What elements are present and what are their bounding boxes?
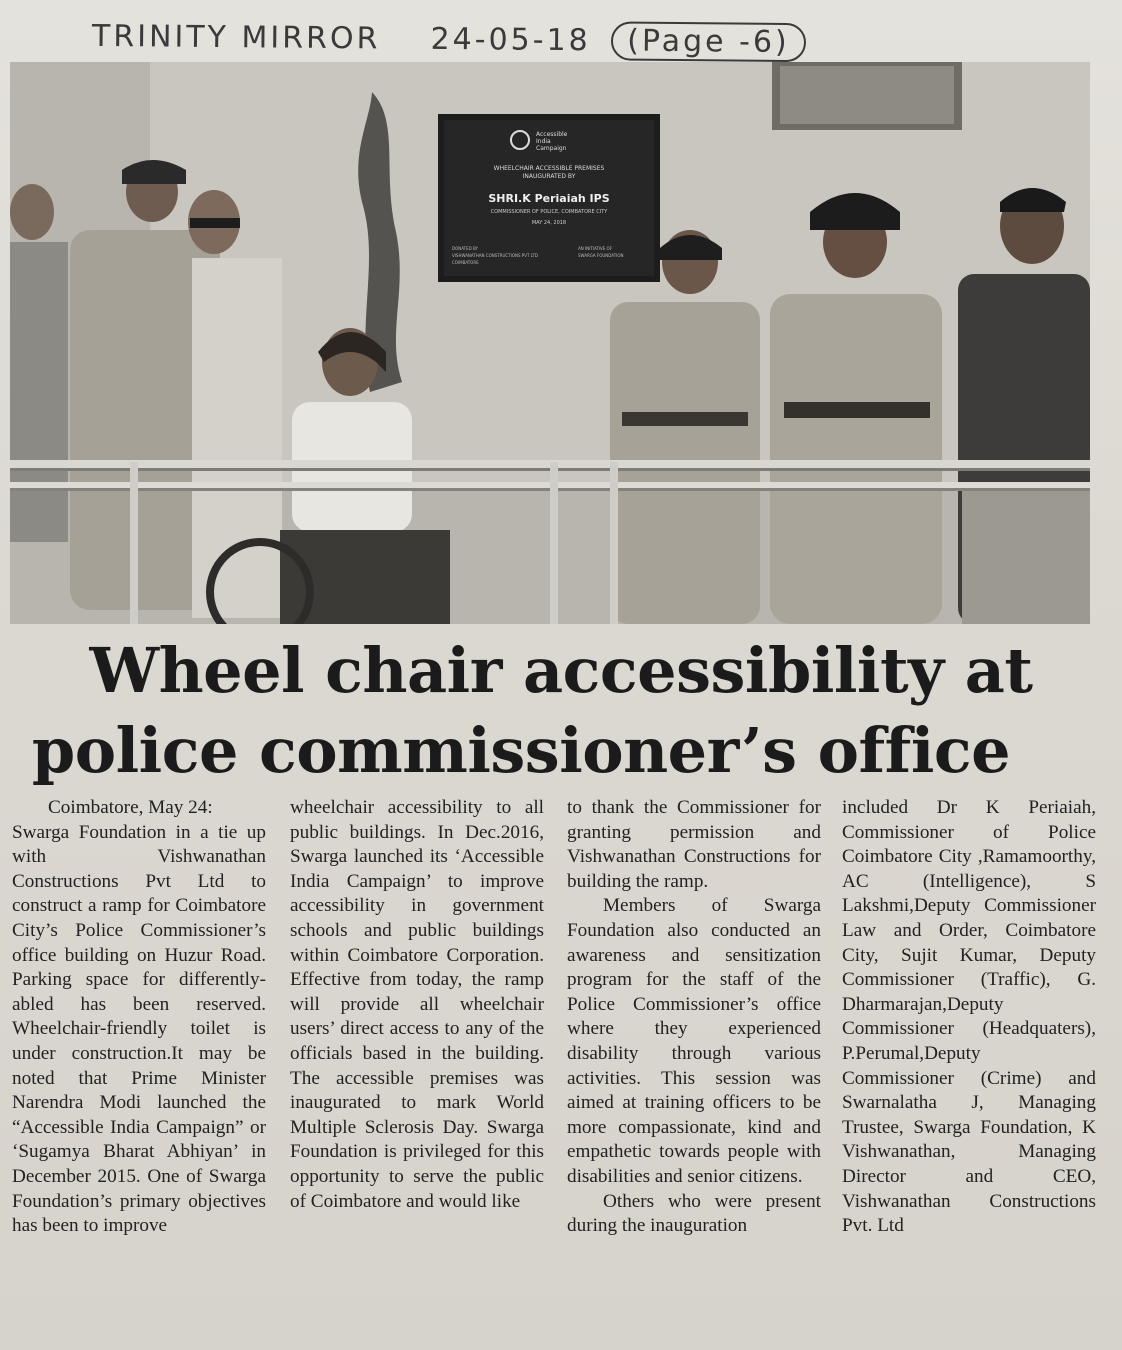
plaque-right-credit2: SWARGA FOUNDATION xyxy=(578,253,624,258)
plaque-date: MAY 24, 2018 xyxy=(531,220,567,226)
plaque-line1: WHEELCHAIR ACCESSIBLE PREMISES xyxy=(493,165,605,172)
column-3-paragraph-3: Others who were present during the inauguration xyxy=(567,1190,821,1237)
plaque-left-credit2: VISHWANATHAN CONSTRUCTIONS PVT LTD xyxy=(452,253,538,258)
column-2-text: wheelchair accessibility to all public buildings. In Dec.2016, Swarga launched its ‘Accessible India Campaign’ to improve accessibility in government schools and public buildings within Coimbatore Corporation. Effective from today, the ramp will provide all wheelchair users’ direct access to any of the officials based in the building. The accessible premises was inaugurated to mark World Multiple Sclerosis Day. Swarga Foundation is privileged for this opportunity to serve the public of Coimbatore and would like xyxy=(290,797,544,1212)
plaque-brand-line3: Campaign xyxy=(536,145,567,152)
article-column-4 xyxy=(842,796,1096,1346)
plaque-name: SHRI.K Periaiah IPS xyxy=(488,192,610,205)
dateline: Coimbatore, May 24: xyxy=(48,797,213,818)
article-column-3 xyxy=(567,796,821,1346)
column-3-paragraph-2: Members of Swarga Foundation also conducted an awareness and sensitization program for the staff of the Police Commissioner’s office where they experienced disability through various activities. This session was aimed at training officers to be more compassionate, kind and empathetic towards people with disabilities and senior citizens. xyxy=(567,895,821,1187)
handwritten-annotation xyxy=(92,19,806,60)
headline-line2: police commissioner’s office xyxy=(31,714,1011,787)
plaque-brand-line2: India xyxy=(536,138,551,145)
page-number-note: (Page -6) xyxy=(611,21,806,62)
plaque-brand-line1: Accessible xyxy=(536,131,568,138)
column-4-text: included Dr K Periaiah, Commissioner of Police Coimbatore City ,Ramamoorthy, AC (Intelligence), S Lakshmi,Deputy Commissioner Law and Order, Coimbatore City, Sujit Kumar, Deputy Commissioner (Traffic), G. Dharmarajan,Deputy Commissioner (Headquaters), P.Perumal,Deputy Commissioner (Crime) and Swarnalatha J, Managing Trustee, Swarga Foundation, K Vishwanathan, Managing Director and CEO, Vishwanathan Constructions Pvt. Ltd xyxy=(842,797,1096,1237)
plaque-line2: INAUGURATED BY xyxy=(522,173,576,180)
plaque-left-credit3: COIMBATORE xyxy=(452,260,479,265)
article-body xyxy=(12,796,1108,1346)
plaque-left-credit1: DONATED BY xyxy=(452,246,478,251)
article-column-2 xyxy=(290,796,544,1346)
plaque-right-credit1: AN INITIATIVE OF xyxy=(578,246,613,251)
publication-date: 24-05-18 xyxy=(430,21,591,59)
publication-name: TRINITY MIRROR xyxy=(91,18,381,57)
plaque-title: COMMISSIONER OF POLICE, COIMBATORE CITY xyxy=(490,209,608,215)
column-3-paragraph-1: to thank the Commissioner for granting permission and Vishwanathan Constructions for building the ramp. xyxy=(567,797,821,892)
article-column-1 xyxy=(12,796,266,1346)
headline-line1: Wheel chair accessibility at xyxy=(89,634,1033,707)
news-photo xyxy=(10,62,1090,624)
column-1-text: Swarga Foundation in a tie up with Vishwanathan Constructions Pvt Ltd to construct a ramp for Coimbatore City’s Police Commissioner’s office building on Huzur Road. Parking space for differently-abled has been reserved. Wheelchair-friendly toilet is under construction.It may be noted that Prime Minister Narendra Modi launched the “Accessible India Campaign” or ‘Sugamya Bharat Abhiyan’ in December 2015. One of Swarga Foundation’s primary objectives has been to improve xyxy=(12,821,266,1237)
